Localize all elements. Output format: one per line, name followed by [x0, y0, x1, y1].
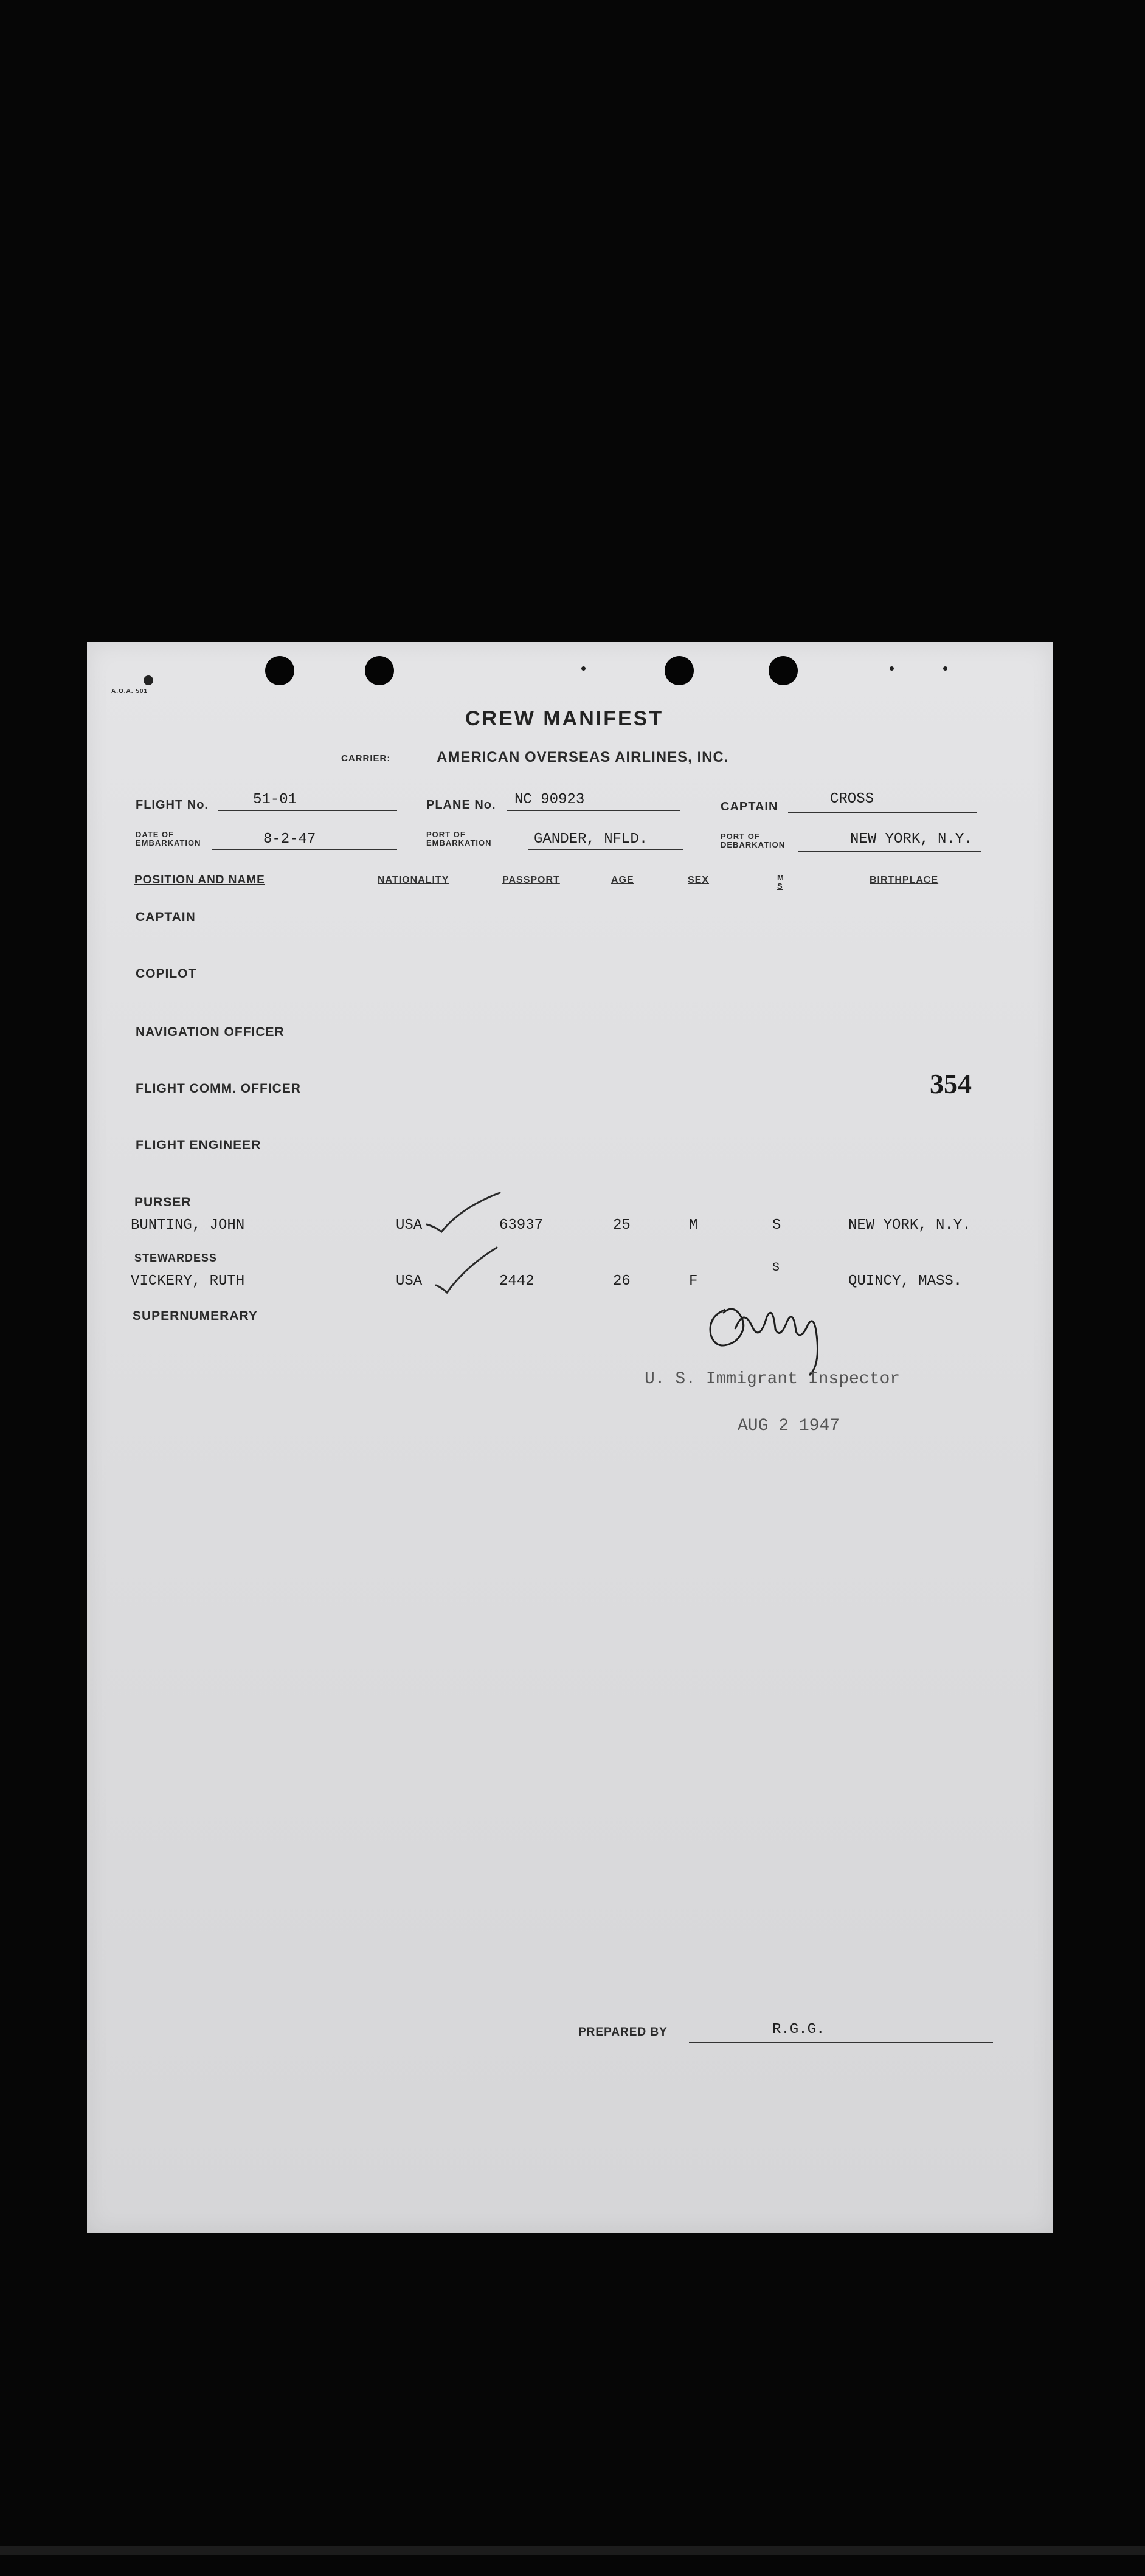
prepared-by-label: PREPARED BY [578, 2026, 668, 2039]
date-of-embarkation-line [212, 849, 397, 850]
date-of-embarkation-label-line1: DATE OF [136, 830, 175, 839]
port-of-embarkation-line [528, 849, 683, 850]
carrier-label: CARRIER: [341, 753, 391, 764]
column-header-nationality: NATIONALITY [378, 875, 449, 885]
column-header-passport: PASSPORT [502, 875, 560, 885]
paper-speck [943, 666, 947, 671]
form-number: A.O.A. 501 [111, 688, 148, 695]
crew-marital: S [772, 1217, 781, 1234]
date-of-embarkation-label-line2: EMBARKATION [136, 838, 201, 848]
crew-name: VICKERY, RUTH [131, 1273, 245, 1290]
check-mark-icon [434, 1245, 500, 1297]
paper-speck [890, 666, 894, 671]
crew-birthplace: QUINCY, MASS. [848, 1273, 963, 1290]
crew-sex: M [689, 1217, 698, 1234]
crew-age: 26 [613, 1273, 631, 1290]
carrier-name: AMERICAN OVERSEAS AIRLINES, INC. [437, 749, 729, 765]
position-flight-comm-officer: FLIGHT COMM. OFFICER [136, 1082, 301, 1096]
column-header-sex: SEX [688, 875, 710, 885]
inspector-stamp-title: U. S. Immigrant Inspector [645, 1370, 901, 1389]
binder-hole [365, 656, 394, 685]
paper-speck [581, 666, 586, 671]
page-number: 354 [930, 1068, 972, 1099]
port-of-embarkation-label-line2: EMBARKATION [426, 838, 492, 848]
plane-number-label: PLANE No. [426, 798, 496, 812]
crew-sex: F [689, 1273, 698, 1290]
port-of-debarkation-value: NEW YORK, N.Y. [850, 831, 973, 848]
inspector-signature [701, 1293, 847, 1378]
crew-age: 25 [613, 1217, 631, 1234]
flight-number-label: FLIGHT No. [136, 798, 209, 812]
port-of-debarkation-label-line1: PORT OF [721, 832, 760, 841]
port-of-debarkation-label [721, 832, 785, 849]
column-header-marital-status [777, 874, 784, 891]
crew-name: BUNTING, JOHN [131, 1217, 245, 1234]
captain-field-line [788, 812, 977, 813]
binder-hole [265, 656, 294, 685]
prepared-by-value: R.G.G. [772, 2022, 825, 2038]
flight-number-line [218, 810, 397, 811]
binder-hole [665, 656, 694, 685]
column-header-marital-line2: S [777, 882, 783, 891]
manifest-page [87, 642, 1053, 2233]
position-navigation-officer: NAVIGATION OFFICER [136, 1025, 285, 1039]
paper-speck [144, 675, 153, 685]
position-captain: CAPTAIN [136, 910, 196, 924]
check-mark-icon [424, 1189, 503, 1238]
port-of-embarkation-value: GANDER, NFLD. [534, 831, 648, 848]
column-header-age: AGE [611, 875, 634, 885]
scan-band-bottom [0, 2546, 1145, 2555]
date-of-embarkation-value: 8-2-47 [263, 831, 316, 848]
column-header-marital-line1: M [777, 873, 784, 882]
prepared-by-line [689, 2042, 993, 2043]
plane-number-line [507, 810, 680, 811]
inspector-stamp-date: AUG 2 1947 [738, 1417, 840, 1435]
position-copilot: COPILOT [136, 967, 197, 981]
port-of-debarkation-line [798, 851, 981, 852]
captain-field-label: CAPTAIN [721, 800, 778, 813]
column-header-birthplace: BIRTHPLACE [870, 875, 939, 885]
page-title: CREW MANIFEST [465, 707, 664, 730]
crew-passport: 63937 [499, 1217, 544, 1234]
plane-number-value: NC 90923 [514, 792, 585, 808]
column-header-position-and-name: POSITION AND NAME [134, 874, 265, 886]
port-of-debarkation-label-line2: DEBARKATION [721, 840, 786, 849]
flight-number-value: 51-01 [253, 792, 297, 808]
captain-field-value: CROSS [830, 791, 874, 807]
binder-hole [769, 656, 798, 685]
crew-nationality: USA [396, 1217, 423, 1234]
position-flight-engineer: FLIGHT ENGINEER [136, 1138, 261, 1152]
position-purser: PURSER [134, 1195, 192, 1209]
position-supernumerary: SUPERNUMERARY [133, 1309, 258, 1323]
crew-passport: 2442 [499, 1273, 534, 1290]
crew-nationality: USA [396, 1273, 423, 1290]
crew-birthplace: NEW YORK, N.Y. [848, 1217, 971, 1234]
port-of-embarkation-label [426, 830, 492, 848]
port-of-embarkation-label-line1: PORT OF [426, 830, 466, 839]
date-of-embarkation-label [136, 830, 201, 848]
position-stewardess: STEWARDESS [134, 1252, 218, 1264]
crew-marital: S [772, 1261, 780, 1275]
